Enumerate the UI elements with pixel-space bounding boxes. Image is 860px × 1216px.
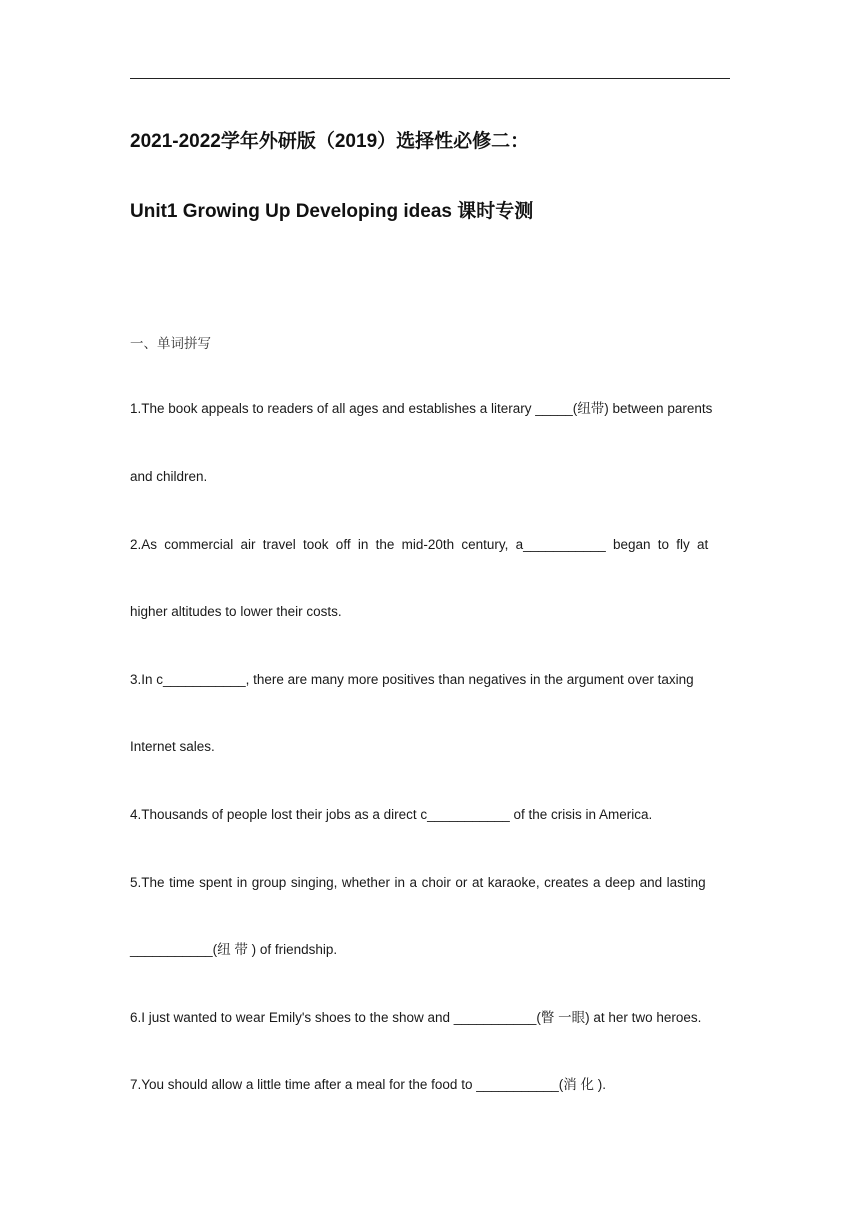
question-6-line-1: 6.I just wanted to wear Emily's shoes to the show and ___________(瞥 一眼) at her two heroes. xyxy=(130,1010,702,1025)
question-7-line-1: 7.You should allow a little time after a meal for the food to ___________(消 化 ). xyxy=(130,1077,607,1092)
header-rule xyxy=(130,78,730,79)
question-4-line-1: 4.Thousands of people lost their jobs as a direct c___________ of the crisis in America. xyxy=(130,807,653,822)
question-5-line-2: ___________(纽 带 ) of friendship. xyxy=(130,942,338,957)
question-1-line-1: 1.The book appeals to readers of all ages and establishes a literary _____(纽带) between parents xyxy=(130,401,713,416)
question-2-line-1: 2.As commercial air travel took off in the mid-20th century, a___________ began to fly at xyxy=(130,537,709,552)
question-1-line-2: and children. xyxy=(130,469,208,484)
question-5-line-1: 5.The time spent in group singing, whether in a choir or at karaoke, creates a deep and lasting xyxy=(130,875,706,890)
document-subtitle: Unit1 Growing Up Developing ideas 课时专测 xyxy=(130,201,534,222)
question-3-line-1: 3.In c___________, there are many more positives than negatives in the argument over taxing xyxy=(130,672,694,687)
section-heading: 一、单词拼写 xyxy=(130,336,211,352)
question-3-line-2: Internet sales. xyxy=(130,739,215,754)
question-2-line-2: higher altitudes to lower their costs. xyxy=(130,604,342,619)
document-title: 2021-2022学年外研版（2019）选择性必修二： xyxy=(130,131,530,152)
